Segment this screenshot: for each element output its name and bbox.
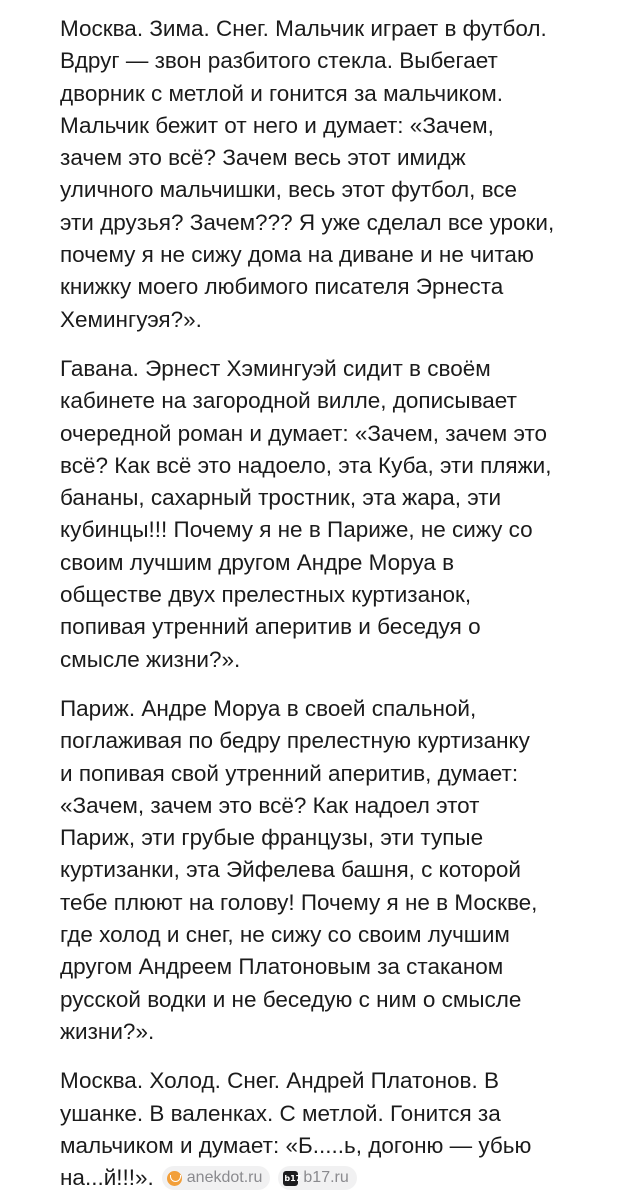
paragraph-2 [60, 353, 615, 676]
text-line: зачем это всё? Зачем весь этот имидж [60, 145, 466, 171]
text-line: бананы, сахарный тростник, эта жара, эти [60, 485, 502, 511]
text-line: обществе двух прелестных куртизанок, [60, 582, 472, 608]
source-label-anekdot: anekdot.ru [186, 1169, 263, 1187]
anekdot-icon [167, 1171, 182, 1186]
text-line: и попивая свой утренний аперитив, думает: [60, 760, 519, 786]
text-line: своим лучшим другом Андре Моруа в [60, 549, 455, 575]
source-link-anekdot[interactable] [162, 1166, 271, 1190]
text-line: где холод и снег, не сижу со своим лучшим [60, 922, 510, 948]
final-line-text: на...й!!!». [60, 1165, 154, 1191]
source-link-b17[interactable] [278, 1166, 356, 1190]
text-line: мальчиком и думает: «Б.....ь, догоню — убью [60, 1132, 532, 1158]
text-line: куртизанки, эта Эйфелева башня, с которой [60, 857, 521, 883]
text-line: «Зачем, зачем это всё? Как надоел этот [60, 792, 480, 818]
text-line: Мальчик бежит от него и думает: «Зачем, [60, 112, 494, 138]
text-line: кубинцы!!! Почему я не в Париже, не сижу со [60, 517, 533, 543]
paragraph-4 [60, 1065, 615, 1194]
b17-icon [283, 1171, 298, 1186]
paragraph-1 [60, 13, 615, 336]
text-line: поглаживая по бедру прелестную куртизанку [60, 728, 530, 754]
text-line: Гавана. Эрнест Хэмингуэй сидит в своём [60, 355, 491, 381]
text-line: эти друзья? Зачем??? Я уже сделал все уроки, [60, 209, 555, 235]
text-line: уличного мальчишки, весь этот футбол, все [60, 177, 518, 203]
text-line: кабинете на загородной вилле, дописывает [60, 388, 517, 414]
text-line: почему я не сижу дома на диване и не читаю [60, 242, 534, 268]
text-line: тебе плюют на голову! Почему я не в Москве, [60, 889, 538, 915]
source-label-b17: b17.ru [303, 1169, 349, 1187]
text-line: Хемингуэя?». [60, 306, 202, 332]
text-line: книжку моего любимого писателя Эрнеста [60, 274, 504, 300]
text-line: всё? Как всё это надоело, эта Куба, эти пляжи, [60, 452, 552, 478]
text-line: попивая утренний аперитив и беседуя о [60, 614, 481, 640]
text-line: дворник с метлой и гонится за мальчиком. [60, 80, 504, 106]
text-line: Москва. Зима. Снег. Мальчик играет в футбол. [60, 16, 547, 41]
final-line [60, 1162, 615, 1194]
text-line: Париж, эти грубые французы, эти тупые [60, 825, 484, 851]
text-line: смысле жизни?». [60, 646, 241, 672]
text-line: Вдруг — звон разбитого стекла. Выбегает [60, 48, 498, 74]
text-line: ушанке. В валенках. С метлой. Гонится за [60, 1100, 501, 1126]
text-line: очередной роман и думает: «Зачем, зачем это [60, 420, 548, 446]
text-line: Москва. Холод. Снег. Андрей Платонов. В [60, 1068, 499, 1094]
text-line: жизни?». [60, 1018, 155, 1044]
paragraph-3 [60, 693, 615, 1048]
text-line: другом Андреем Платоновым за стаканом [60, 954, 504, 980]
text-line: русской водки и не беседую с ним о смысле [60, 986, 522, 1012]
text-line: Париж. Андре Моруа в своей спальной, [60, 695, 477, 721]
